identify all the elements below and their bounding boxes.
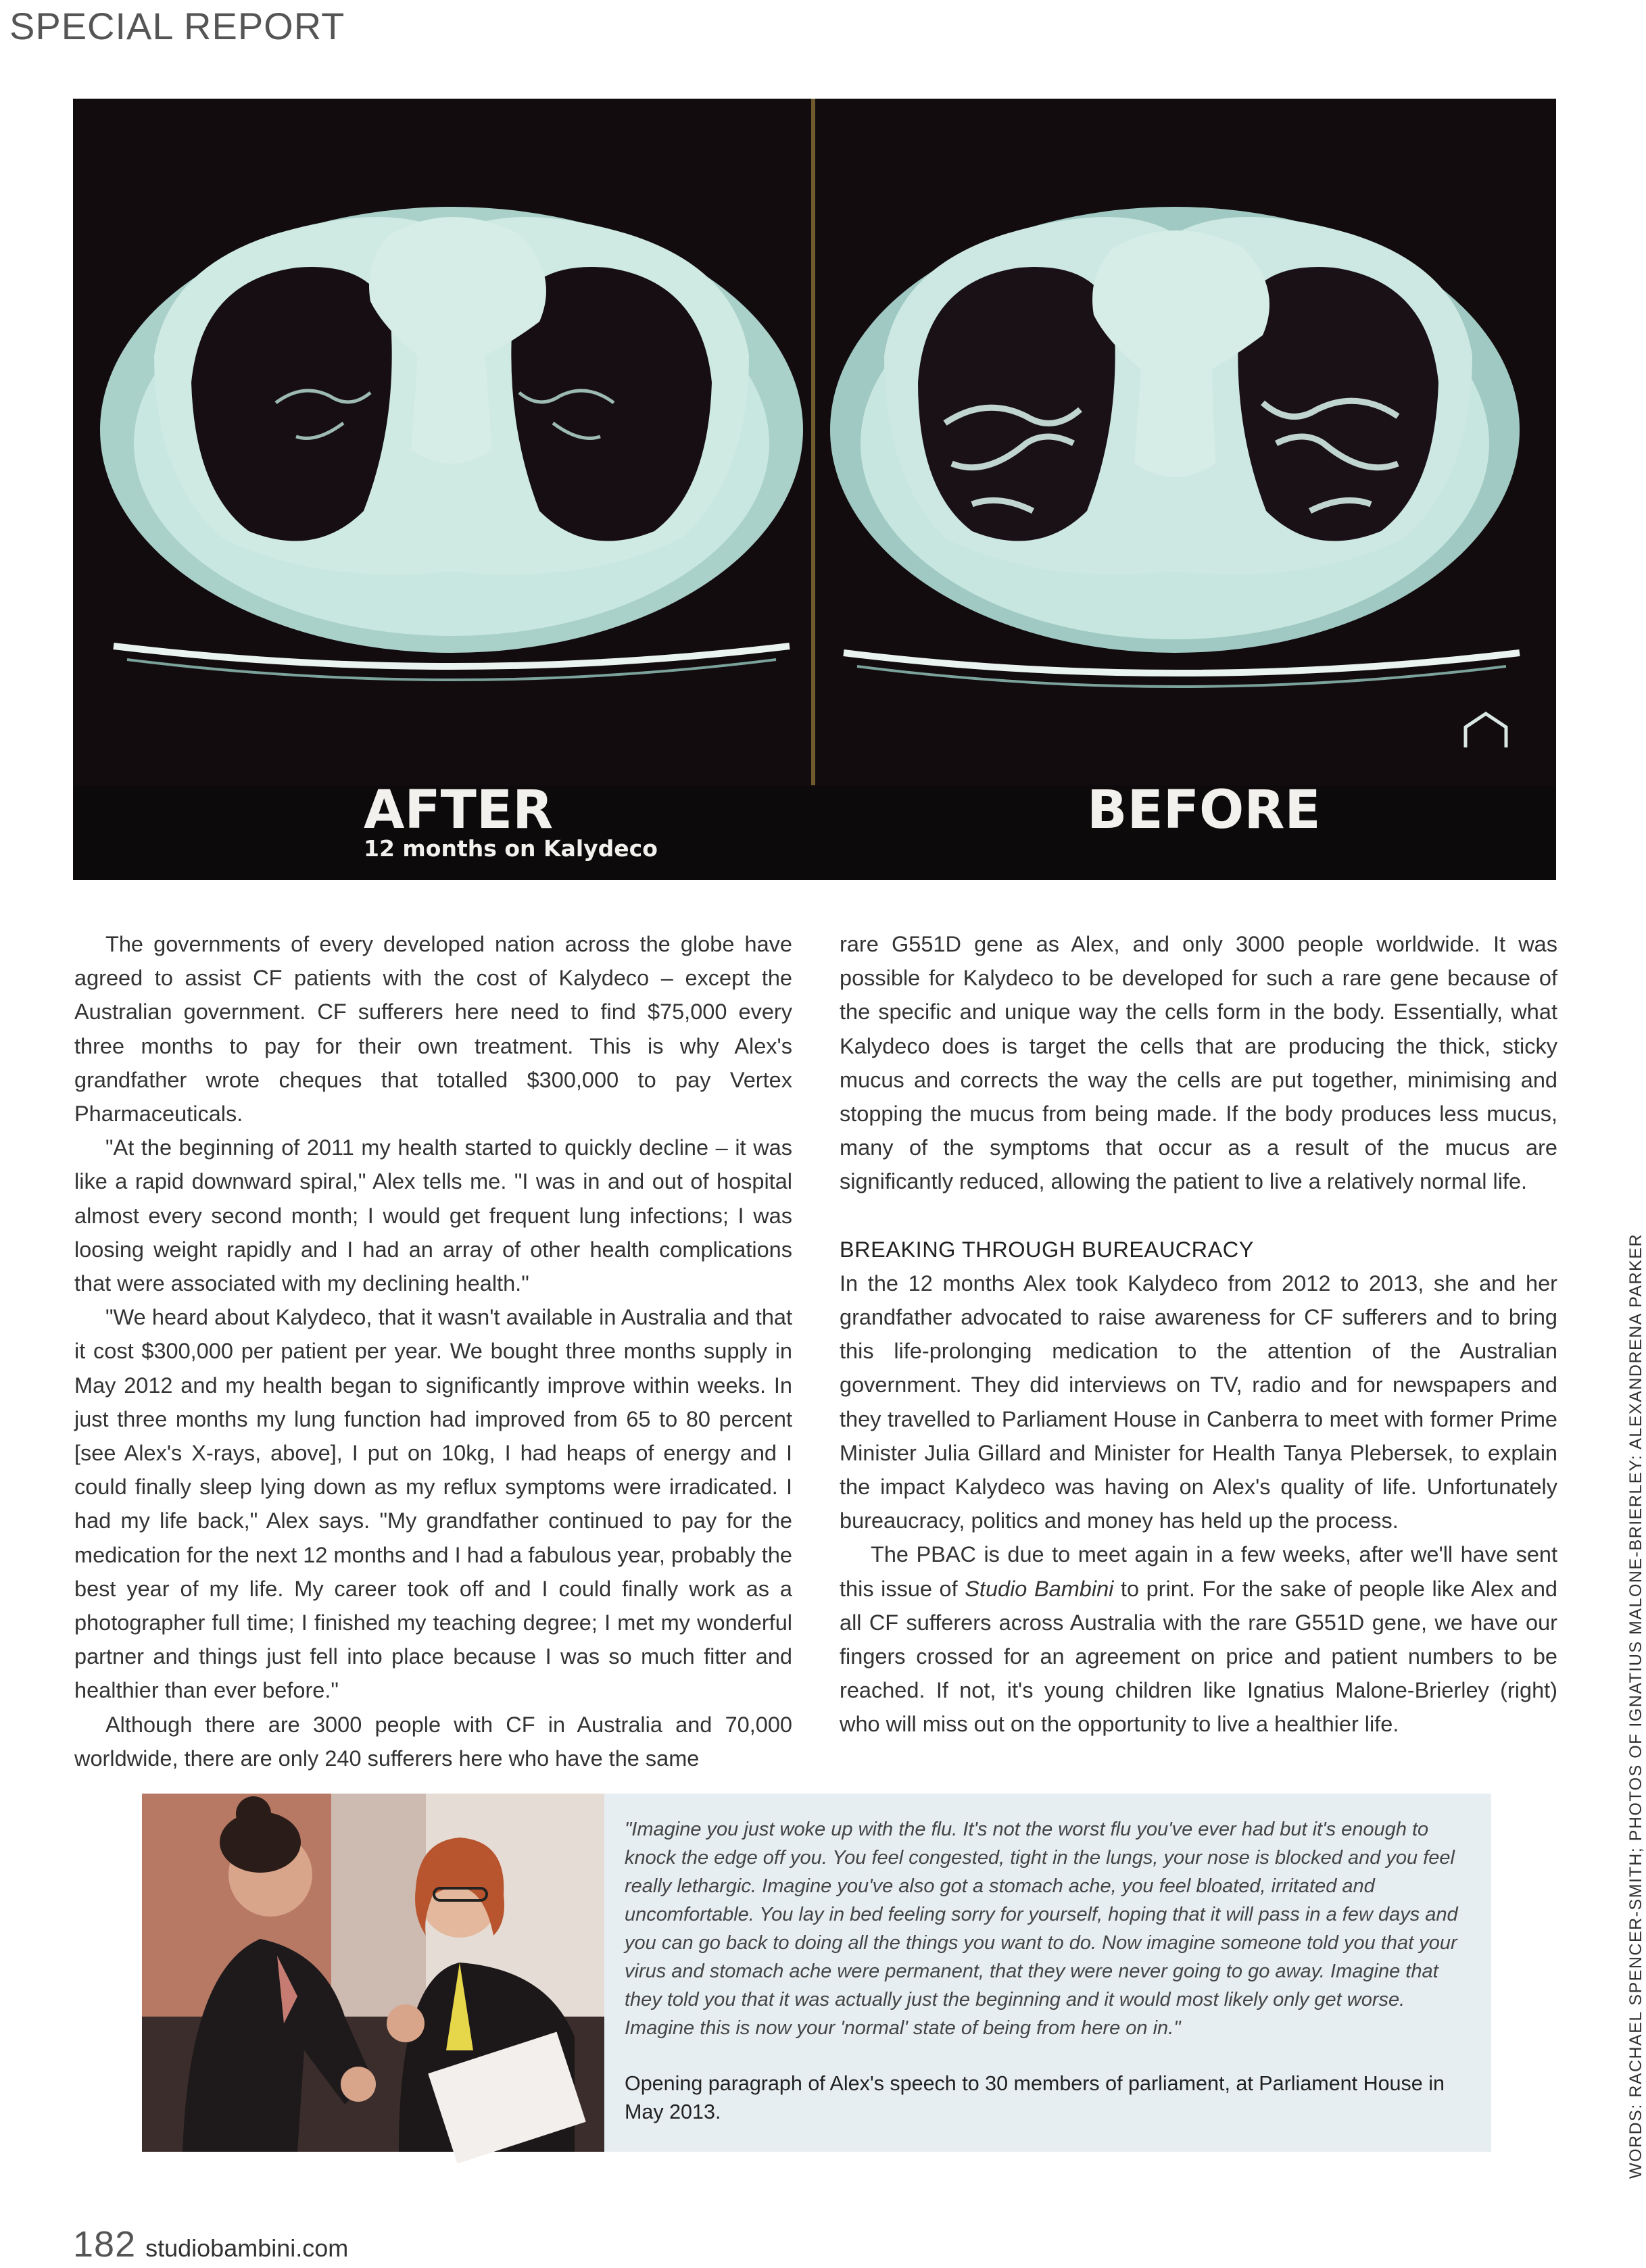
text-run: to print. For the sake of people like Alex and all CF sufferers across Australia with the rare G551D gene, we have our fingers crossed for an agreement on price and patient numbers to be reached. If not, it's young children like Ignatius Malone-Brierley (right) who will miss out on the opportunity to live a healthier life. <box>840 1576 1558 1737</box>
section-label: SPECIAL REPORT <box>9 5 345 47</box>
after-label: AFTER <box>364 780 554 841</box>
page-number: 182 <box>73 2224 137 2265</box>
paragraph: In the 12 months Alex took Kalydeco from 2012 to 2013, she and her grandfather advocated to raise awareness for CF sufferers and to bring this life-prolonging medication to the attention of the Australian government. They did interviews on TV, radio and for newspapers and they travelled to Parliament House in Canberra to meet with former Prime Minister Julia Gillard and Minister for Health Tanya Plebersek, to explain the impact Kalydeco was having on Alex's quality of life. Unfortunately bureaucracy, politics and money has held up the process. <box>840 1271 1557 1533</box>
paragraph: Although there are 3000 people with CF in Australia and 70,000 worldwide, there are only 240 sufferers here who have the same <box>74 1712 792 1771</box>
article-column-left <box>74 927 792 1775</box>
paragraph: "At the beginning of 2011 my health started to quickly decline – it was like a rapid downward spiral," Alex tells me. "I was in and out of hospital almost every second month; I would get frequent lung infections; I was loosing weight rapidly and I had an array of other health complications that were associated with my declining health." <box>74 1135 792 1296</box>
pull-quote-text: "Imagine you just woke up with the flu. It's not the worst flu you've ever had but it's enough to knock the edge off you. You feel congested, tight in the lungs, your nose is blocked and you feel really lethargic. Imagine you've also got a stomach ache, you feel bloated, irritated and uncomfortable. You lay in bed feeling sorry for yourself, hoping that it will pass in a few days and you can go back to doing all the things you want to do. Now imagine someone told you that your virus and stomach ache were permanent, that they were never going to go away. Imagine that they told you that it was actually just the beginning and it would most likely only get worse. Imagine this is now your 'normal' state of being from here on in." <box>625 1819 1458 2039</box>
page-footer <box>73 2223 348 2265</box>
paragraph-continuation: rare G551D gene as Alex, and only 3000 people worldwide. It was possible for Kalydeco to be developed for such a rare gene because of the specific and unique way the cells form in the body. Essentially, what Kalydeco does is target the cells that are producing the thick, sticky mucus and corrects the way the cells are put together, minimising and stopping the mucus from being made. If the body produces less mucus, many of the symptoms that occur as a result of the mucus are significantly reduced, allowing the patient to live a relatively normal life. <box>840 932 1557 1194</box>
paragraph <box>840 1537 1557 1741</box>
photo-illustration <box>142 1794 604 2152</box>
magazine-title: Studio Bambini <box>965 1576 1114 1601</box>
subheading: BREAKING THROUGH BUREAUCRACY <box>840 1237 1254 1262</box>
website-name: studiobambini <box>145 2234 296 2262</box>
after-scan <box>100 207 803 680</box>
photo-credit: WORDS: RACHAEL SPENCER-SMITH; PHOTOS OF IGNATIUS MALONE-BRIERLEY: ALEXANDRENA PARKER <box>1626 1233 1645 2179</box>
ct-scan-comparison-image <box>73 99 1556 880</box>
website-url <box>145 2234 348 2262</box>
pull-quote-attribution: Opening paragraph of Alex's speech to 30 members of parliament, at Parliament House in May 2013. <box>625 2072 1445 2123</box>
website-tld: .com <box>295 2234 349 2262</box>
paragraph: The governments of every developed nation across the globe have agreed to assist CF patients with the cost of Kalydeco – except the Australian government. CF sufferers here need to find $75,000 every three months to pay for their own treatment. This is why Alex's grandfather wrote cheques that totalled $300,000 to pay Vertex Pharmaceuticals. <box>74 932 792 1127</box>
text-run: The PBAC is due to meet again in a few weeks, after we'll have sent this issue of <box>840 1542 1557 1601</box>
pull-quote-box <box>604 1794 1491 2152</box>
parliament-photo <box>142 1794 604 2152</box>
before-label: BEFORE <box>1087 780 1321 841</box>
after-sublabel: 12 months on Kalydeco <box>364 835 658 862</box>
scan-divider <box>811 99 815 785</box>
caption-band <box>73 785 1556 880</box>
paragraph: "We heard about Kalydeco, that it wasn't available in Australia and that it cost $300,000 per patient per year. We bought three months supply in May 2012 and my health began to significantly improve within weeks. In just three months my lung function had improved from 65 to 80 percent [see Alex's X-rays, above], I put on 10kg, I had heaps of energy and I could finally sleep lying down as my reflux symptoms were irradicated. I had my life back," Alex says. "My grandfather continued to pay for the medication for the next 12 months and I had a fabulous year, probably the best year of my life. My career took off and I could finally work as a photographer full time; I finished my teaching degree; I met my wonderful partner and things just fell into place because I was so much fitter and healthier than ever before." <box>74 1305 792 1703</box>
before-scan <box>830 207 1520 747</box>
article-column-right <box>840 927 1557 1742</box>
